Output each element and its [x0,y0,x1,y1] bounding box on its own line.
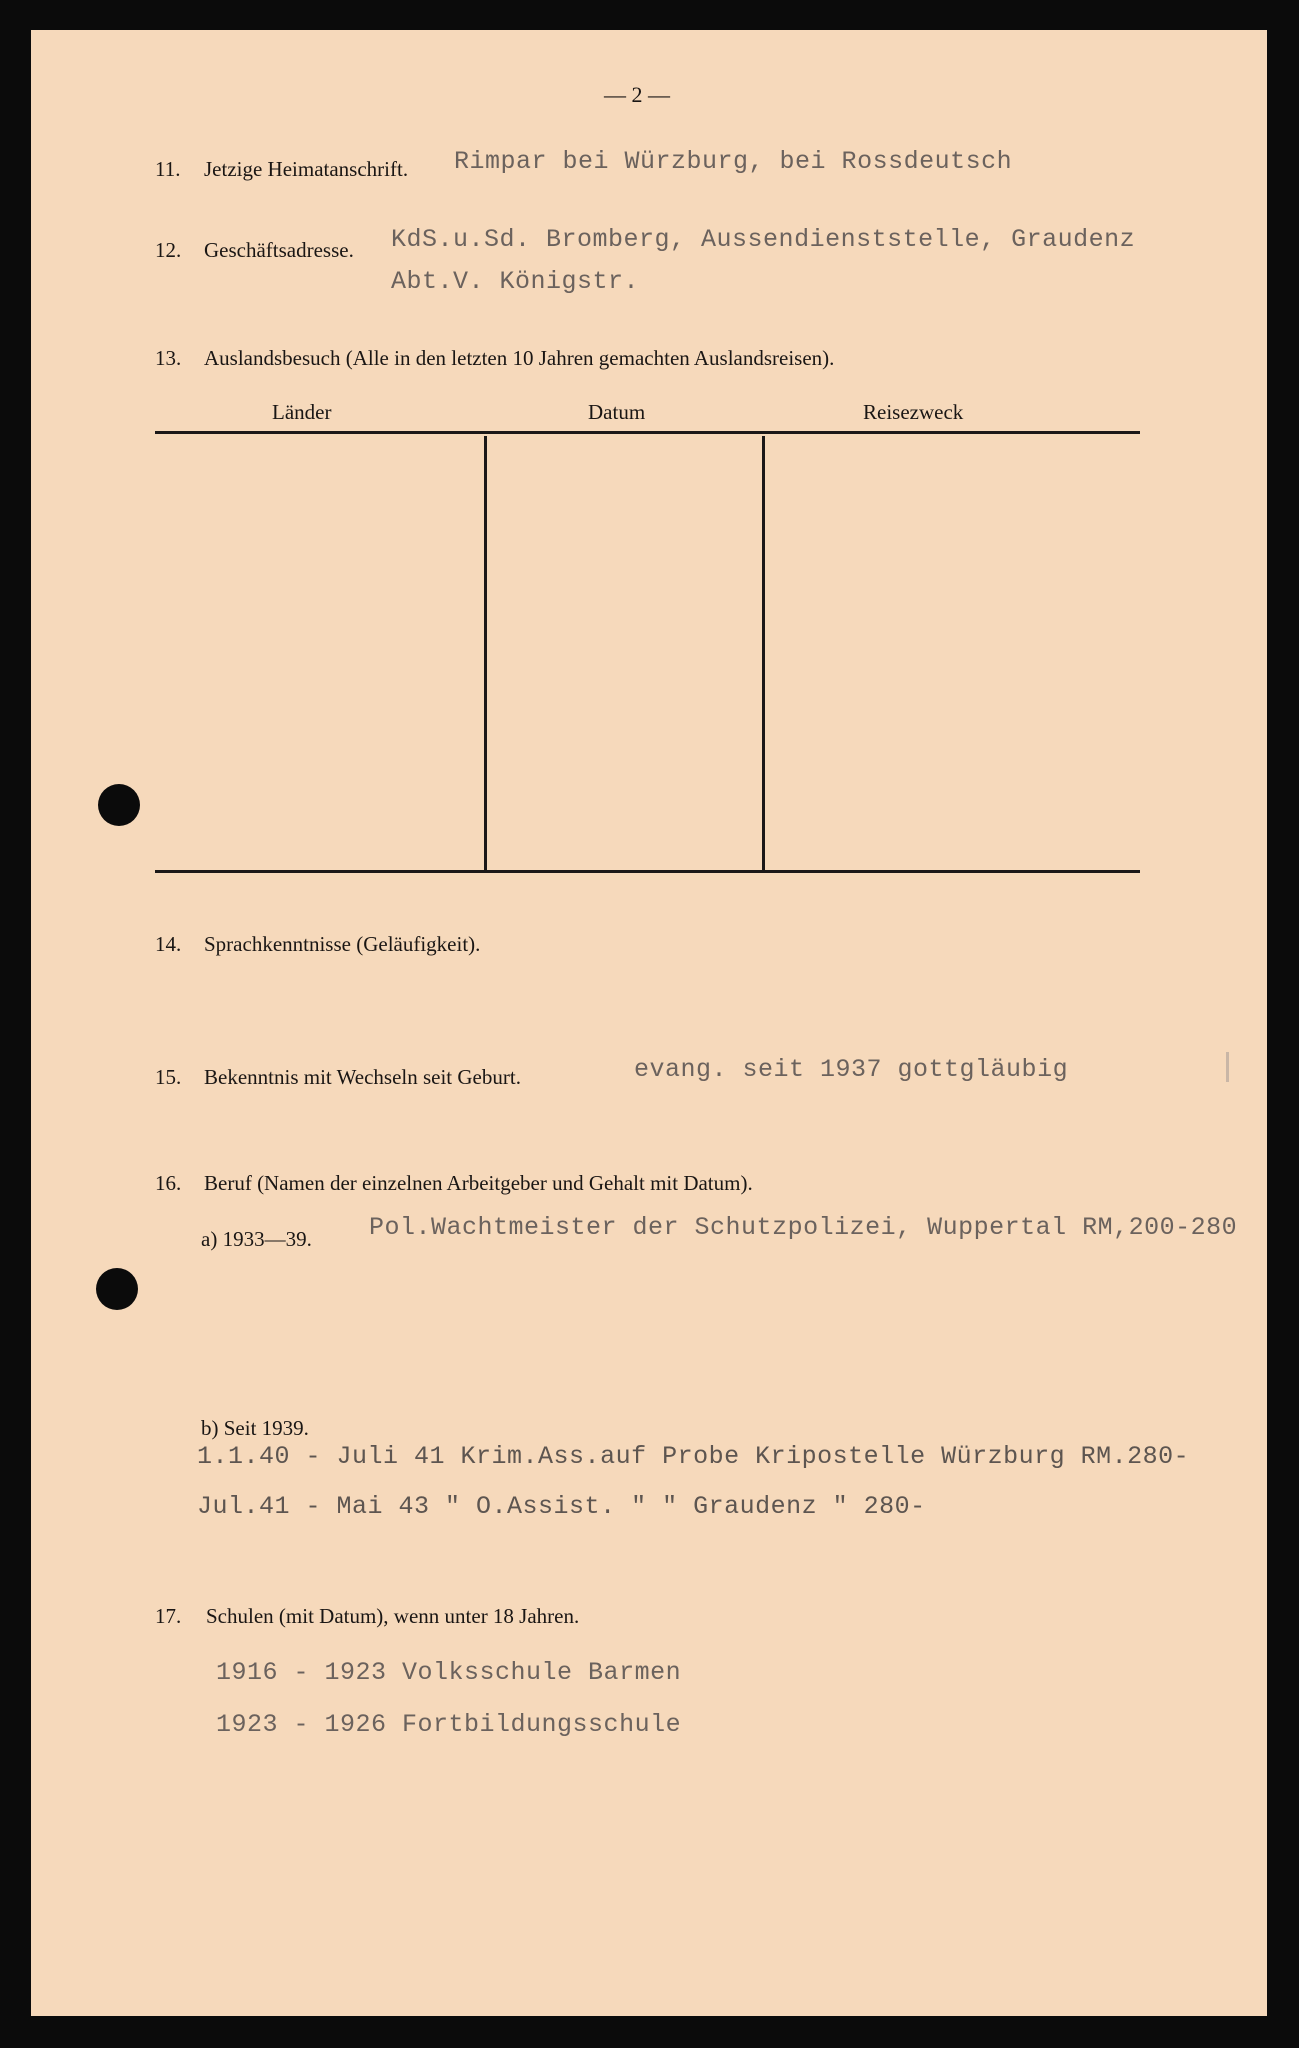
item-15-number: 15. [155,1065,182,1089]
item-14-number: 14. [155,932,182,956]
column-header-datum: Datum [588,400,646,424]
item-16a-label: a) 1933—39. [201,1227,312,1251]
item-16b-label: b) Seit 1939. [201,1416,309,1440]
page-number: — 2 — [604,82,670,107]
item-16b-row-2: Jul.41 - Mai 43 " O.Assist. " " Graudenz " 280- [197,1492,926,1521]
table-bottom-rule [155,870,1140,873]
margin-mark [1226,1052,1229,1082]
item-17-label: Schulen (mit Datum), wenn unter 18 Jahren. [206,1604,580,1628]
item-16-label: Beruf (Namen der einzelnen Arbeitgeber und Gehalt mit Datum). [204,1171,753,1195]
punch-hole-top [98,784,140,826]
item-15-value: evang. seit 1937 gottgläubig [634,1055,1069,1084]
item-17-row-1: 1916 - 1923 Volksschule Barmen [216,1658,682,1687]
document-page [31,30,1267,2016]
table-column-divider-1 [484,436,487,872]
table-column-divider-2 [762,436,765,872]
item-11-value: Rimpar bei Würzburg, bei Rossdeutsch [454,147,1013,176]
item-16b-row-1: 1.1.40 - Juli 41 Krim.Ass.auf Probe Kripostelle Würzburg RM.280- [197,1442,1190,1471]
item-16-number: 16. [155,1171,182,1195]
item-12-number: 12. [155,238,182,262]
item-13-label: Auslandsbesuch (Alle in den letzten 10 Jahren gemachten Auslandsreisen). [204,346,835,370]
item-16a-value: Pol.Wachtmeister der Schutzpolizei, Wuppertal RM,200-280 [369,1213,1238,1242]
item-15-label: Bekenntnis mit Wechseln seit Geburt. [204,1065,521,1089]
table-top-rule [155,431,1140,434]
item-13-number: 13. [155,346,182,370]
item-12-label: Geschäftsadresse. [204,238,354,262]
item-11-number: 11. [155,157,181,181]
column-header-reisezweck: Reisezweck [863,400,964,424]
item-14-label: Sprachkenntnisse (Geläufigkeit). [204,932,481,956]
column-header-laender: Länder [272,400,332,424]
item-12-value-line1: KdS.u.Sd. Bromberg, Aussendienststelle, Graudenz [391,225,1136,254]
item-12-value-line2: Abt.V. Königstr. [391,267,640,296]
item-17-number: 17. [155,1604,182,1628]
item-11-label: Jetzige Heimatanschrift. [204,157,409,181]
punch-hole-bottom [96,1268,138,1310]
item-17-row-2: 1923 - 1926 Fortbildungsschule [216,1710,682,1739]
